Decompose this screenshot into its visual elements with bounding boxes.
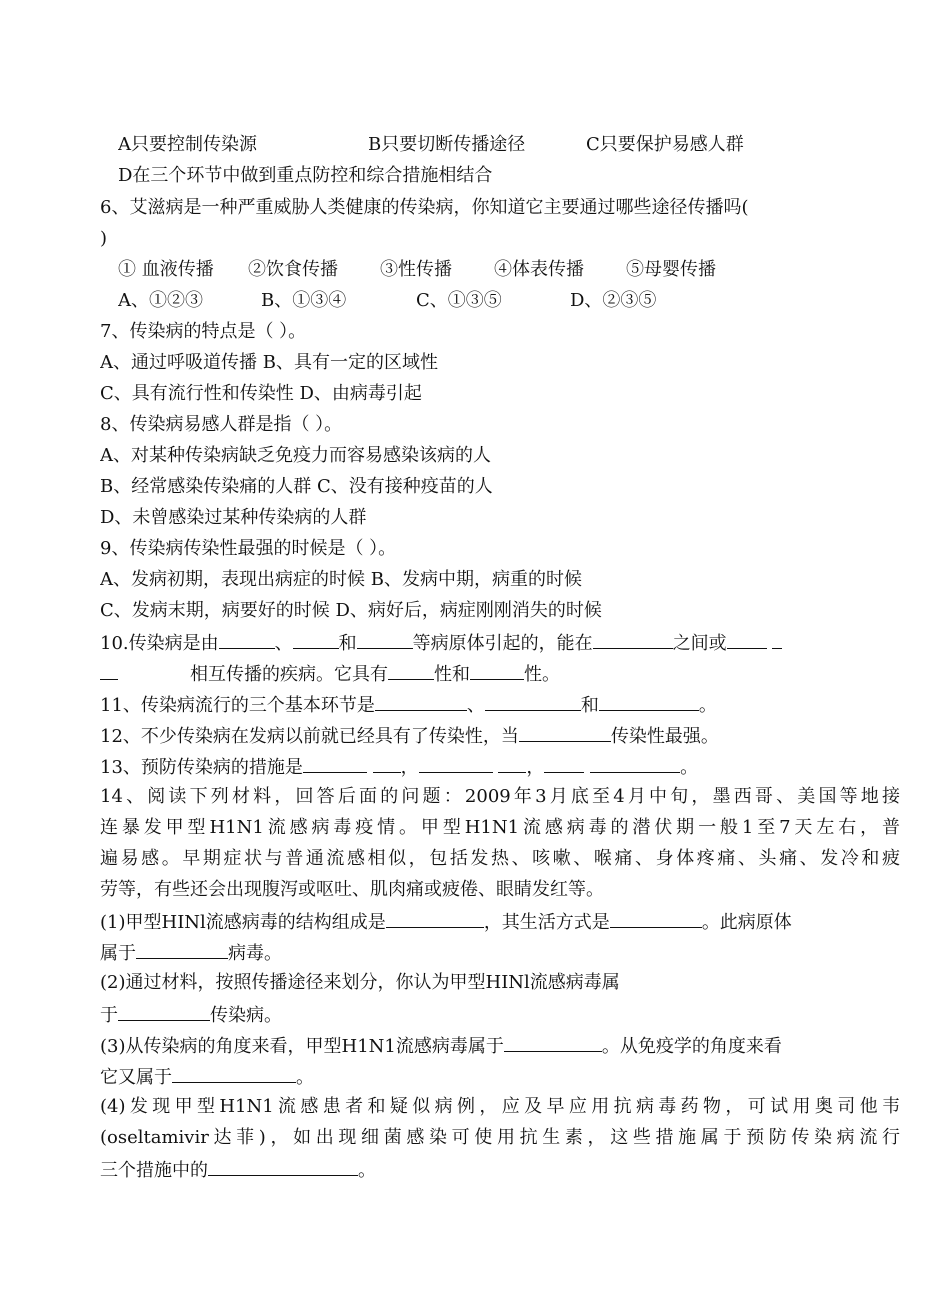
q12-text-1: 12、不少传染病在发病以前就已经具有了传染性，当 [100,726,519,747]
q13-blank-2a[interactable] [419,751,493,773]
q5-option-c: C只要保护易感人群 [586,134,744,155]
q14-sub3-text-d: 。 [296,1067,314,1088]
q6-stem: 6、艾滋病是一种严重威胁人类健康的传染病，你知道它主要通过哪些途径传播吗( [100,197,749,218]
q14-sub3-text-c: 它又属于 [100,1067,172,1088]
q12-line [100,720,900,750]
q12-text-2: 传染性最强。 [610,726,719,747]
q14-sub1-line2 [100,937,900,967]
q6-route-5: ⑤母婴传播 [626,259,716,280]
q14-sub1-blank-1[interactable] [386,906,484,928]
q14-passage-line2: 连暴发甲型H1N1流感病毒疫情。甲型H1N1流感病毒的潜伏期一般1至7天左右，普 [100,817,900,838]
q6-choice-b: B、①③④ [261,290,347,311]
q6-choice-c: C、①③⑤ [416,290,502,311]
q9-line2: C、发病末期，病要好的时候 D、病好后，病症刚刚消失的时候 [100,600,602,621]
q14-sub4-line2: (oseltamivir达菲)，如出现细菌感染可使用抗生素，这些措施属于预防传染病流行 [100,1127,900,1148]
q6-choices-row [118,286,918,316]
q10-line2 [100,658,900,688]
q14-sub3-text-a: (3)从传染病的角度来看，甲型H1N1流感病毒属于 [100,1036,504,1057]
q14-sub4-text-b: 。 [358,1160,376,1181]
q14-sub2-line2 [100,999,900,1029]
q10-text-8: 性。 [524,664,560,685]
q12-blank-1[interactable] [519,720,611,742]
q5-option-d: D在三个环节中做到重点防控和综合措施相结合 [118,165,493,186]
q14-sub1-text-b: ，其生活方式是 [483,912,610,933]
q11-text-2: 、 [466,695,485,716]
q13-blank-3b[interactable] [590,751,680,773]
q14-sub2-blank-1[interactable] [118,999,210,1021]
q14-sub3-line2 [100,1061,900,1091]
q14-sub2-text-b: 于 [100,1005,118,1026]
q14-sub4-line1: (4)发现甲型H1N1流感患者和疑似病例，应及早应用抗病毒药物，可试用奥司他韦 [100,1096,900,1117]
q6-choice-a: A、①②③ [118,290,203,311]
q10-blank-5[interactable] [727,627,767,649]
q5-option-a: A只要控制传染源 [118,134,257,155]
q6-route-4: ④体表传播 [494,259,584,280]
q14-sub2-text-c: 传染病。 [210,1005,282,1026]
q13-blank-3a[interactable] [544,751,584,773]
q13-blank-1b[interactable] [373,751,401,773]
q14-sub1-text-a: (1)甲型HINl流感病毒的结构组成是 [100,912,386,933]
q7-line2: C、具有流行性和传染性 D、由病毒引起 [100,383,422,404]
q10-text-4: 等病原体引起的，能在 [412,633,593,654]
q10-blank-7[interactable] [470,658,524,680]
q6-choice-d: D、②③⑤ [570,290,657,311]
q10-blank-3[interactable] [357,627,413,649]
q10-blank-5b[interactable] [772,627,782,649]
q11-blank-3[interactable] [599,689,699,711]
q8-stem: 8、传染病易感人群是指（ ）。 [100,414,343,435]
q10-blank-1[interactable] [219,627,275,649]
q11-line [100,689,900,719]
q14-passage-line4: 劳等，有些还会出现腹泻或呕吐、肌肉痛或疲倦、眼睛发红等。 [100,879,604,900]
q10-text-1: 10.传染病是由 [100,633,219,654]
q8-line2: B、经常感染传染痛的人群 C、没有接种疫苗的人 [100,476,493,497]
q13-text-1: 13、预防传染病的措施是 [100,757,303,778]
q14-sub1-line1 [100,906,900,936]
q14-sub1-text-d: 属于 [100,943,136,964]
q14-sub1-blank-3[interactable] [136,937,228,959]
q7-line1: A、通过呼吸道传播 B、具有一定的区域性 [100,352,438,373]
q11-blank-1[interactable] [375,689,467,711]
q14-sub3-blank-1[interactable] [504,1030,602,1052]
q13-text-4: 。 [680,757,699,778]
q8-line3: D、未曾感染过某种传染病的人群 [100,507,367,528]
q13-line [100,751,900,781]
q14-passage-line3: 遍易感。早期症状与普通流感相似，包括发热、咳嗽、喉痛、身体疼痛、头痛、发冷和疲 [100,848,900,869]
q10-blank-6[interactable] [388,658,434,680]
q14-sub3-line1 [100,1030,900,1060]
q9-stem: 9、传染病传染性最强的时候是（ ）。 [100,538,397,559]
q14-sub4-line3 [100,1154,900,1184]
q13-text-2: ， [400,757,419,778]
q11-text-3: 和 [580,695,599,716]
q14-sub1-blank-2[interactable] [610,906,702,928]
q10-text-5: 之间或 [672,633,727,654]
q14-sub3-blank-2[interactable] [172,1061,296,1083]
q7-stem: 7、传染病的特点是（ ）。 [100,321,307,342]
q10-text-2: 、 [274,633,293,654]
q14-sub2-line1: (2)通过材料，按照传播途径来划分，你认为甲型HINl流感病毒属 [100,972,620,993]
q8-line1: A、对某种传染病缺乏免疫力而容易感染该病的人 [100,445,491,466]
q13-text-3: ， [526,757,545,778]
q13-blank-1a[interactable] [303,751,367,773]
q14-sub1-text-c: 。此病原体 [701,912,792,933]
q10-blank-4[interactable] [593,627,673,649]
q11-blank-2[interactable] [485,689,581,711]
q10-line1 [100,627,900,657]
q6-routes-row [118,255,918,285]
q11-text-1: 11、传染病流行的三个基本环节是 [100,695,375,716]
q9-line1: A、发病初期，表现出病症的时候 B、发病中期，病重的时候 [100,569,582,590]
q6-route-3: ③性传播 [380,259,452,280]
q10-text-6: 相互传播的疾病。它具有 [190,664,388,685]
q14-sub4-blank-1[interactable] [208,1154,358,1176]
q6-stem-end: ) [100,228,108,249]
q10-blank-5c[interactable] [100,658,118,680]
q11-text-4: 。 [698,695,717,716]
q14-sub3-text-b: 。从免疫学的角度来看 [601,1036,782,1057]
q10-blank-2[interactable] [293,627,339,649]
q10-text-7: 性和 [434,664,470,685]
q14-passage-line1: 14、阅读下列材料，回答后面的问题：2009年3月底至4月中旬，墨西哥、美国等地接 [100,786,900,807]
q14-sub4-text-a: 三个措施中的 [100,1160,208,1181]
q10-text-3: 和 [338,633,357,654]
q6-route-1: ① 血液传播 [118,259,214,280]
q5-option-b: B只要切断传播途径 [368,134,526,155]
q5-options-row [118,130,918,160]
q6-route-2: ②饮食传播 [248,259,338,280]
q13-blank-2b[interactable] [498,751,526,773]
q14-sub1-text-e: 病毒。 [228,943,282,964]
